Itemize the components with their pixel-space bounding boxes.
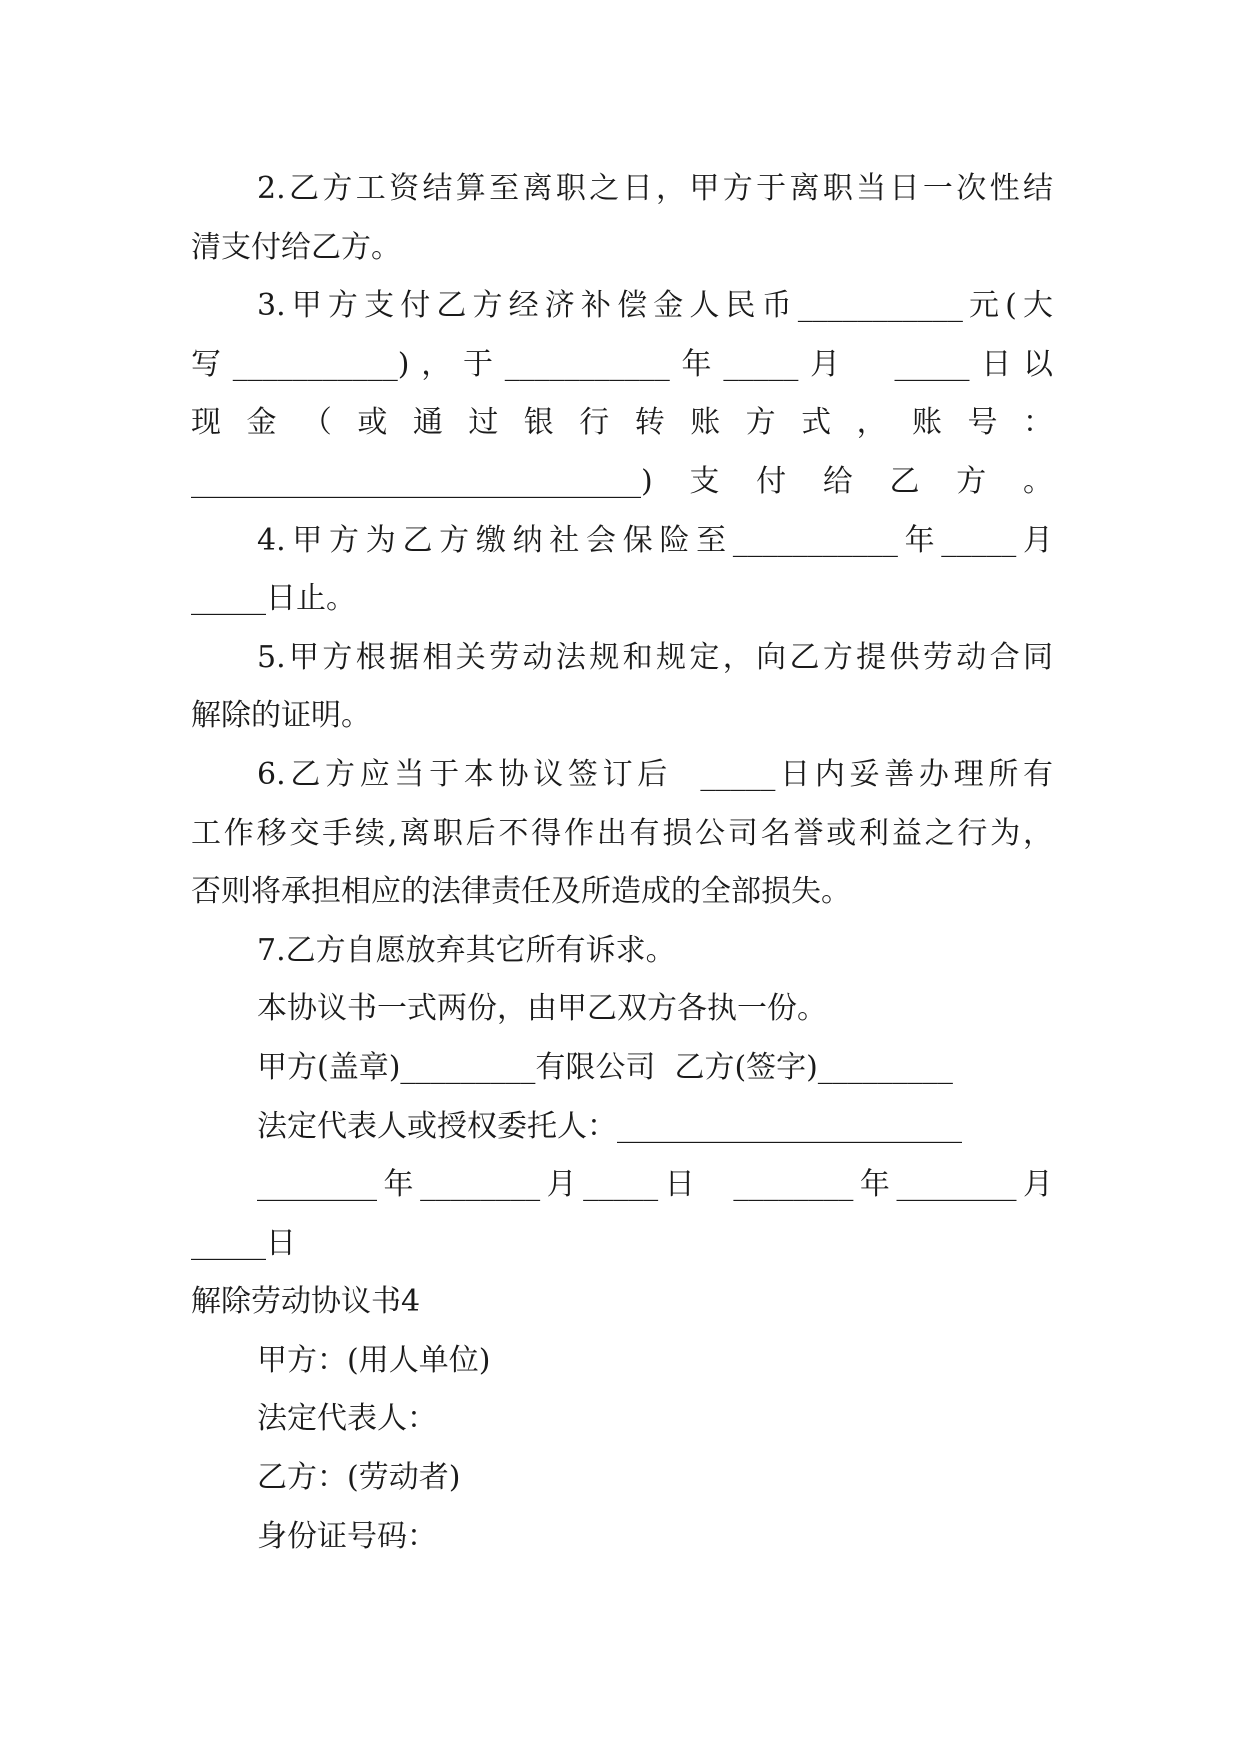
clause-4-line-1: 4.甲方为乙方缴纳社会保险至___________年_____月 xyxy=(257,522,1053,558)
clause-3-line-3: 现 金 （ 或 通 过 银 行 转 账 方 式 ， 账 号 ： xyxy=(191,405,1053,441)
date-line-end: _____日 xyxy=(191,1225,296,1261)
party-b-field: 乙方：(劳动者) xyxy=(257,1460,461,1496)
clause-5-line-1: 5.甲方根据相关劳动法规和规定，向乙方提供劳动合同 xyxy=(257,639,1053,675)
clause-7: 7.乙方自愿放弃其它所有诉求。 xyxy=(257,932,676,968)
clause-6-line-3: 否则将承担相应的法律责任及所造成的全部损失。 xyxy=(191,874,851,910)
document-body xyxy=(191,160,1053,1566)
clause-4-line-2: _____日止。 xyxy=(191,581,356,617)
clause-3-line-4: ______________________________)支付给乙方。 xyxy=(191,463,1053,499)
copies-statement: 本协议书一式两份，由甲乙双方各执一份。 xyxy=(257,991,827,1027)
id-number-field: 身份证号码： xyxy=(257,1518,437,1554)
section-title: 解除劳动协议书4 xyxy=(191,1284,421,1320)
clause-3-line-1: 3.甲方支付乙方经济补偿金人民币___________元(大 xyxy=(257,288,1053,324)
clause-2-line-2: 清支付给乙方。 xyxy=(191,229,401,265)
clause-5-line-2: 解除的证明。 xyxy=(191,698,371,734)
date-line: ________年________月_____日 ________年________月 xyxy=(257,1167,1053,1203)
clause-2-line-1: 2.乙方工资结算至离职之日，甲方于离职当日一次性结 xyxy=(257,171,1053,206)
party-a-field: 甲方：(用人单位) xyxy=(257,1342,491,1378)
legal-representative-field: 法定代表人： xyxy=(257,1401,437,1437)
legal-representative-line: 法定代表人或授权委托人：_______________________ xyxy=(257,1108,962,1144)
clause-3-line-2: 写___________)，于___________年_____月 _____日以 xyxy=(191,346,1053,382)
clause-6-line-1: 6.乙方应当于本协议签订后 _____日内妥善办理所有 xyxy=(257,756,1053,792)
clause-6-line-2: 工作移交手续,离职后不得作出有损公司名誉或利益之行为， xyxy=(191,815,1053,851)
signature-parties-line: 甲方(盖章)_________有限公司 乙方(签字)_________ xyxy=(257,1049,953,1085)
